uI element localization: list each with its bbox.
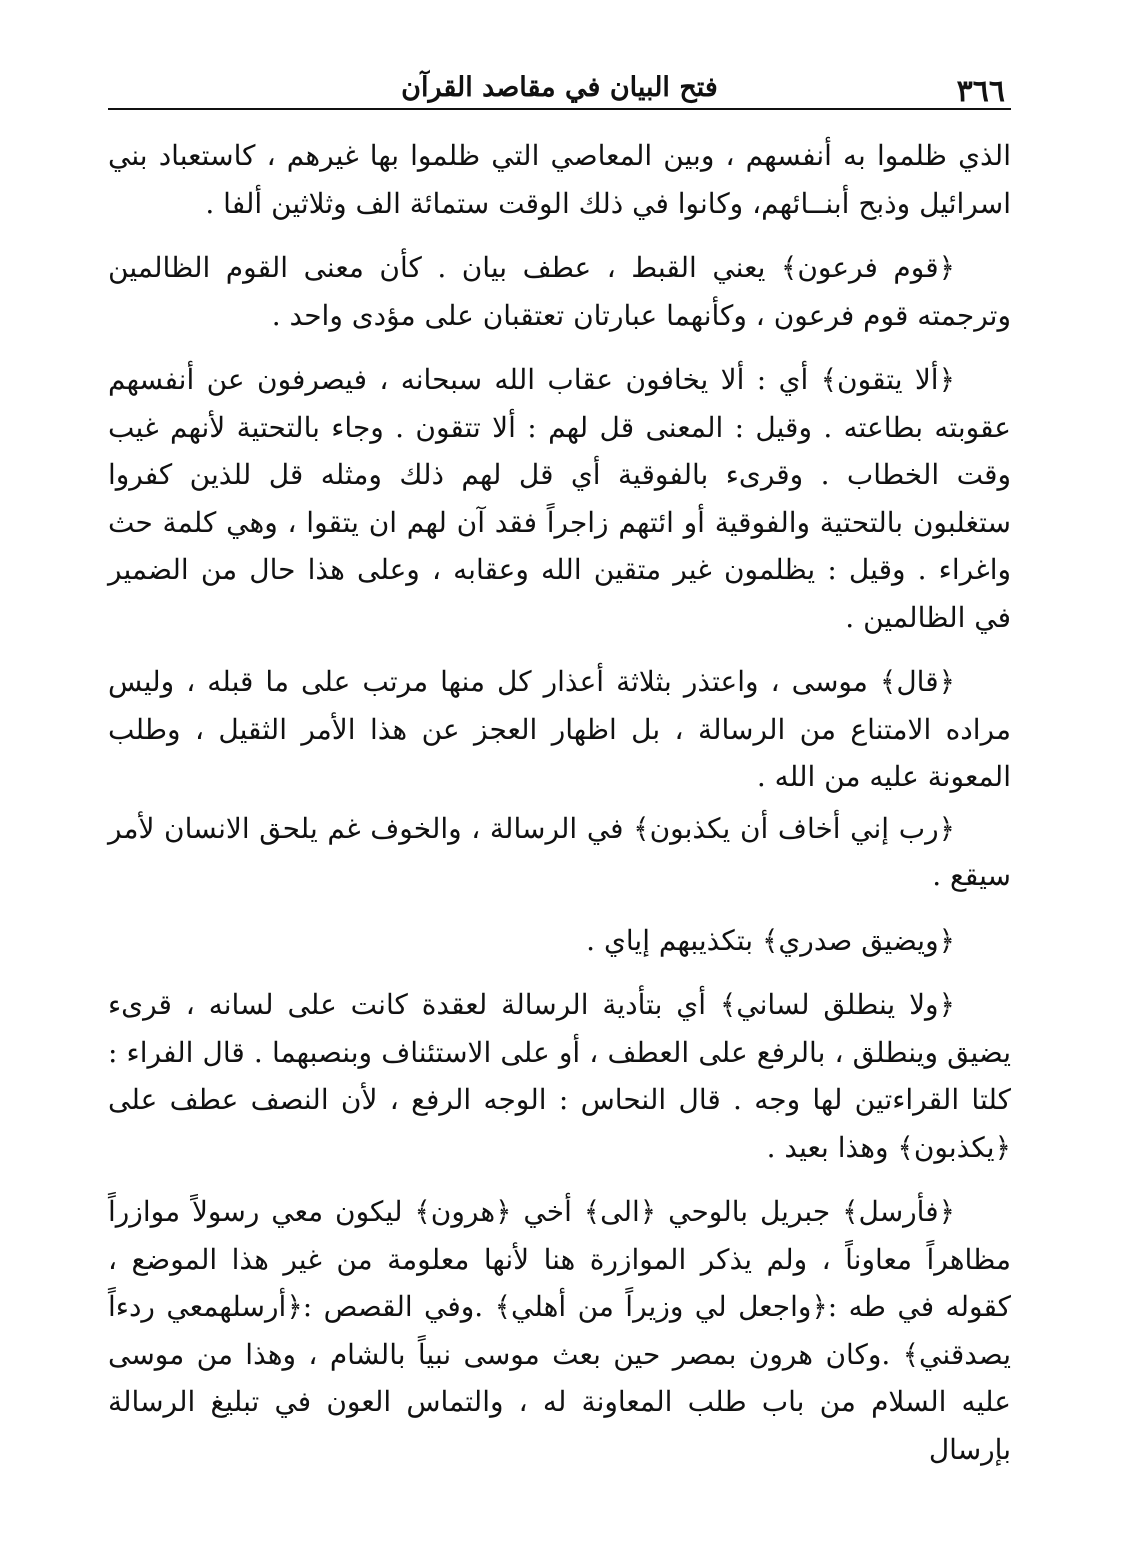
- paragraph: ﴿قال﴾ موسى ، واعتذر بثلاثة أعذار كل منها مرتب على ما قبله ، وليس مراده الامتناع من الرسالة ، بل اظهار العجز عن هذا الأمر الثقيل ، وطلب المعونة عليه من الله .: [108, 665, 1011, 793]
- paragraph: ﴿قوم فرعون﴾ يعني القبط ، عطف بيان . كأن معنى القوم الظالمين وترجمته قوم فرعون ، وكأنهما عبارتان تعتقبان على مؤدى واحد .: [108, 251, 1011, 332]
- paragraph: ﴿ولا ينطلق لساني﴾ أي بتأدية الرسالة لعقدة كانت على لسانه ، قرىء يضيق وينطلق ، بالرفع على العطف ، أو على الاستئناف وبنصبهما . قال الفراء : كلتا القراءتين لها وجه . قال النحاس : الوجه الرفع ، لأن النصف عطف على ﴿يكذبون﴾ وهذا بعيد .: [108, 988, 1011, 1164]
- paragraph: الذي ظلموا به أنفسهم ، وبين المعاصي التي ظلموا بها غيرهم ، كاستعباد بني اسرائيل وذبح أبنــائهم، وكانوا في ذلك الوقت ستمائة الف وثلاثين ألفا .: [108, 139, 1011, 220]
- book-title: فتح البيان في مقاصد القرآن: [401, 72, 718, 103]
- page-number: ٣٦٦: [956, 74, 1005, 109]
- document-page: [108, 58, 1011, 1518]
- paragraph: ﴿رب إني أخاف أن يكذبون﴾ في الرسالة ، والخوف غم يلحق الانسان لأمر سيقع .: [108, 811, 1011, 892]
- paragraph: ﴿ويضيق صدري﴾ بتكذيبهم إياي .: [586, 923, 955, 957]
- running-header: [108, 58, 1011, 110]
- paragraph: ﴿فأرسل﴾ جبريل بالوحي ﴿الى﴾ أخي ﴿هرون﴾ ليكون معي رسولاً موازراً مظاهراً معاوناً ، ولم يذكر الموازرة هنا لأنها معلومة من غير هذا الموضع ، كقوله في طه :﴿واجعل لي وزيراً من أهلي﴾ .وفي القصص :﴿أرسلهمعي ردءاً يصدقني﴾ .وكان هرون بمصر حين بعث موسى نبياً بالشام ، وهذا من موسى عليه السلام من باب طلب المعاونة له ، والتماس العون في تبليغ الرسالة بإرسال: [108, 1195, 1011, 1466]
- paragraph: ﴿ألا يتقون﴾ أي : ألا يخافون عقاب الله سبحانه ، فيصرفون عن أنفسهم عقوبته بطاعته . وقيل : المعنى قل لهم : ألا تتقون . وجاء بالتحتية لأنهم غيب وقت الخطاب . وقرىء بالفوقية أي قل لهم ذلك ومثله قل للذين كفروا ستغلبون بالتحتية والفوقية أو ائتهم زاجراً فقد آن لهم ان يتقوا ، وهي كلمة حث واغراء . وقيل : يظلمون غير متقين الله وعقابه ، وعلى هذا حال من الضمير في الظالمين .: [108, 363, 1011, 634]
- body-text: [108, 132, 1011, 1473]
